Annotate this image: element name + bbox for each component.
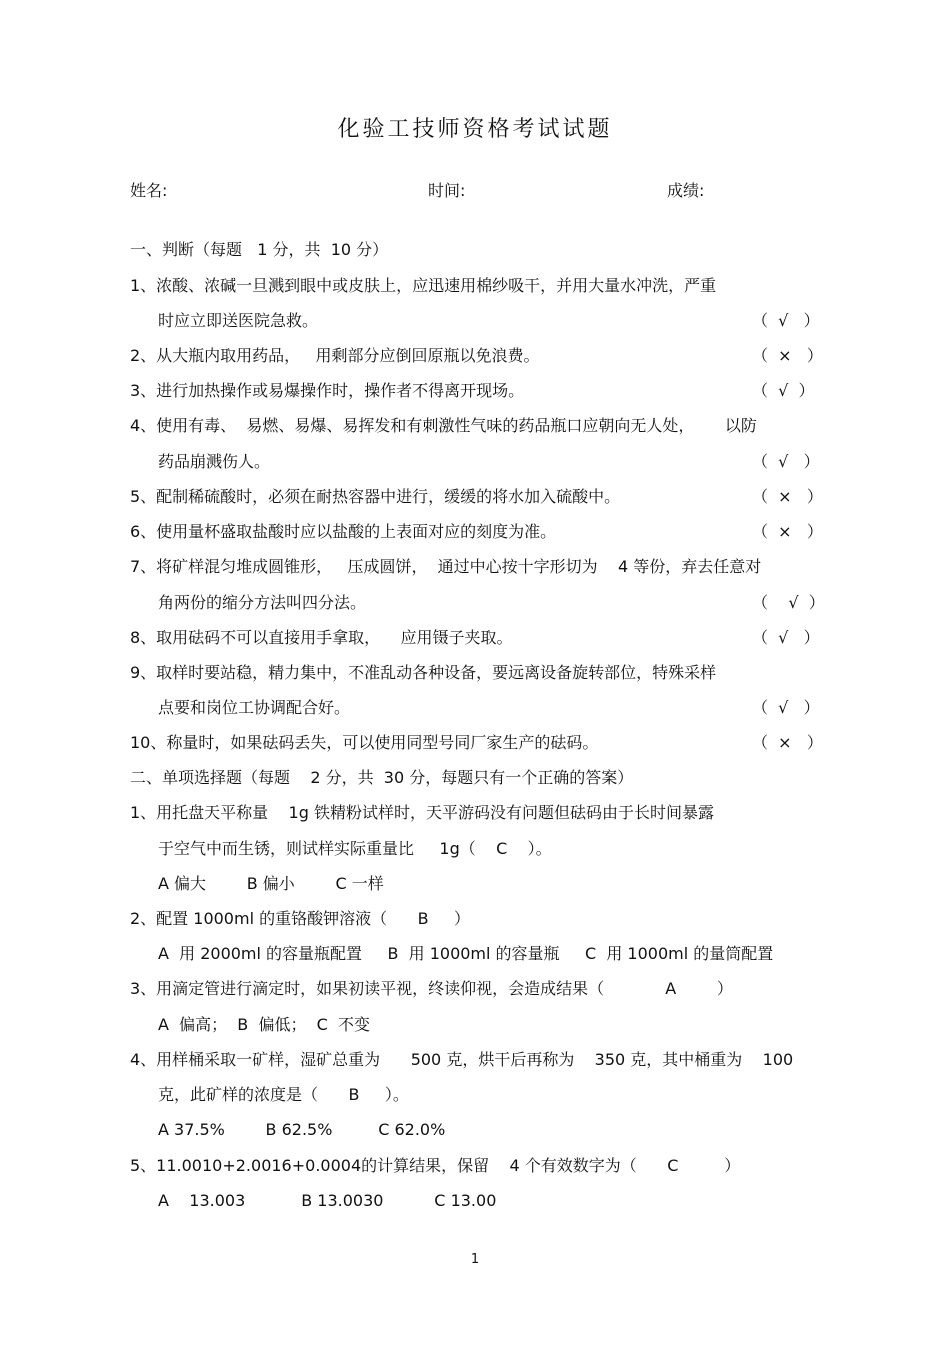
tf-answer-4: （ √ ） — [752, 452, 820, 471]
tf-question-1: 1、浓酸、浓碱一旦溅到眼中或皮肤上，应迅速用棉纱吸干，并用大量水冲洗，严重 — [130, 276, 717, 295]
tf-question-4: 4、使用有毒、 易燃、易爆、易挥发和有刺激性气味的药品瓶口应朝向无人处， 以防 — [130, 416, 757, 435]
tf-question-7-cont: 角两份的缩分方法叫四分法。 — [158, 593, 367, 612]
mc-options-4: A 37.5% B 62.5% C 62.0% — [158, 1120, 446, 1139]
section-1-heading: 一、判断（每题 1 分，共 10 分） — [130, 240, 389, 259]
mc-question-2: 2、配置 1000ml 的重铬酸钾溶液（ B ） — [130, 909, 471, 928]
tf-question-8: 8、取用砝码不可以直接用手拿取， 应用镊子夹取。 — [130, 628, 513, 647]
tf-question-4-cont: 药品崩溅伤人。 — [158, 452, 271, 471]
mc-options-2: A 用 2000ml 的容量瓶配置 B 用 1000ml 的容量瓶 C 用 1000ml 的量筒配置 — [158, 944, 774, 963]
name-label: 姓名: — [130, 181, 168, 200]
mc-question-4: 4、用样桶采取一矿样，湿矿总重为 500 克，烘干后再称为 350 克，其中桶重为 100 — [130, 1050, 794, 1069]
mc-question-3: 3、用滴定管进行滴定时，如果初读平视，终读仰视，会造成结果（ A ） — [130, 979, 733, 998]
tf-question-9-cont: 点要和岗位工协调配合好。 — [158, 698, 351, 717]
tf-question-6: 6、使用量杯盛取盐酸时应以盐酸的上表面对应的刻度为准。 — [130, 522, 557, 541]
mc-options-3: A 偏高； B 偏低； C 不变 — [158, 1015, 370, 1034]
tf-answer-1: （ √ ） — [752, 311, 820, 330]
mc-question-1-cont: 于空气中而生锈，则试样实际重量比 1g（ C ）。 — [158, 839, 552, 858]
tf-answer-9: （ √ ） — [752, 698, 820, 717]
tf-question-5: 5、配制稀硫酸时，必须在耐热容器中进行，缓缓的将水加入硫酸中。 — [130, 487, 621, 506]
mc-question-4-cont: 克，此矿样的浓度是（ B ）。 — [158, 1085, 409, 1104]
tf-answer-8: （ √ ） — [752, 628, 820, 647]
score-label: 成绩: — [667, 181, 705, 200]
mc-question-5: 5、11.0010+2.0016+0.0004的计算结果，保留 4 个有效数字为（ C ） — [130, 1156, 741, 1175]
time-label: 时间: — [428, 181, 466, 200]
tf-question-2: 2、从大瓶内取用药品， 用剩部分应倒回原瓶以免浪费。 — [130, 346, 540, 365]
tf-answer-5: （ × ） — [752, 487, 823, 506]
tf-question-9: 9、取样时要站稳，精力集中，不准乱动各种设备，要远离设备旋转部位，特殊采样 — [130, 663, 717, 682]
tf-question-10: 10、称量时，如果砝码丢失，可以使用同型号同厂家生产的砝码。 — [130, 733, 599, 752]
mc-options-1: A 偏大 B 偏小 C 一样 — [158, 874, 384, 893]
tf-answer-10: （ × ） — [752, 733, 823, 752]
tf-question-7: 7、将矿样混匀堆成圆锥形， 压成圆饼， 通过中心按十字形切为 4 等份，弃去任意对 — [130, 557, 762, 576]
document-title: 化验工技师资格考试试题 — [337, 117, 613, 142]
mc-options-5: A 13.003 B 13.0030 C 13.00 — [158, 1191, 497, 1210]
mc-question-1: 1、用托盘天平称量 1g 铁精粉试样时，天平游码没有问题但砝码由于长时间暴露 — [130, 803, 714, 822]
page-number: 1 — [470, 1252, 480, 1267]
tf-question-1-cont: 时应立即送医院急救。 — [158, 311, 319, 330]
tf-question-3: 3、进行加热操作或易爆操作时，操作者不得离开现场。 — [130, 381, 525, 400]
tf-answer-3: （ √ ） — [752, 381, 815, 400]
tf-answer-7: （ √ ） — [752, 593, 825, 612]
section-2-heading: 二、单项选择题（每题 2 分，共 30 分，每题只有一个正确的答案） — [130, 768, 634, 787]
tf-answer-6: （ × ） — [752, 522, 823, 541]
tf-answer-2: （ × ） — [752, 346, 823, 365]
